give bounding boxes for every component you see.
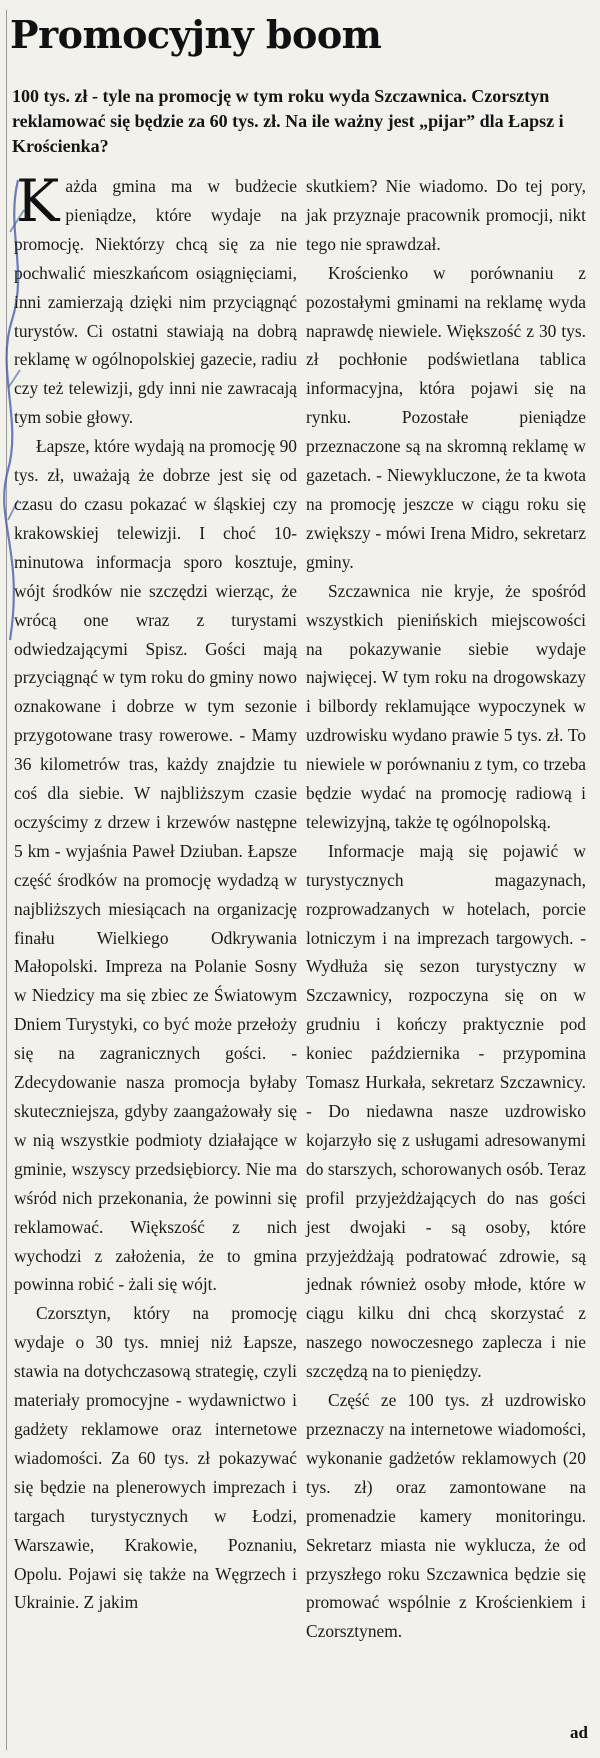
- paragraph: Czorsztyn, który na promocję wydaje o 30 tys. mniej niż Łapsze, stawia na dotychczasową strategię, czyli materiały promocyjne - wydawnictwo i gadżety reklamowe oraz internetowe wiadomości. Za 60 tys. zł pokazywać się będzie na plenerowych imprezach i targach turystycznych w Łodzi, Warszawie, Krakowie, Poznaniu, Opolu. Pojawi się także na Węgrzech i Ukrainie. Z jakim: [14, 1303, 297, 1613]
- paragraph-text: ażda gmina ma w budżecie pieniądze, które wydaje na promocję. Niektórzy chcą się za nie pochwalić mieszkańcom osiągnięciami, inni zamierzają dzięki nim przyciągnąć turystów. Ci ostatni stawiają na dobrą reklamę w ogólnopolskiej gazecie, radiu czy też telewizji, gdy inni nie zawracają tym sobie głowy.: [14, 176, 297, 428]
- article-lead: 100 tys. zł - tyle na promocję w tym roku wyda Szczawnica. Czorsztyn reklamować się będzie za 60 tys. zł. Na ile ważny jest „pijar” dla Łapsz i Krościenka?: [12, 86, 564, 156]
- paragraph: [14, 167, 297, 432]
- article-title: Promocyjny boom: [10, 12, 382, 57]
- paragraph: Krościenko w porównaniu z pozostałymi gminami na reklamę wyda naprawdę niewiele. Większość z 30 tys. zł pochłonie podświetlana tablica informacyjna, która pojawi się na rynku. Pozostałe pieniądze przeznaczone są na skromną reklamę w gazetach. - Niewykluczone, że ta kwota na promocję jeszcze w ciągu roku się zwiększy - mówi Irena Midro, sekretarz gminy.: [306, 262, 586, 572]
- paragraph: Informacje mają się pojawić w turystycznych magazynach, rozprowadzanych w hotelach, porcie lotniczym i na imprezach targowych. - Wydłuża się sezon turystyczny w Szczawnicy, rozpoczyna się on w grudniu i kończy praktycznie pod koniec października - przypomina Tomasz Hurkała, sekretarz Szczawnicy. - Do niedawna nasze uzdrowisko kojarzyło się z usługami adresowanymi do starszych, schorowanych osób. Teraz profil przyjeżdżających do nas gości jest dwojaki - są osoby, które przyjeżdżają podratować zdrowie, są jednak również osoby młode, które w ciągu kilku dni chcą skorzystać z naszego nowoczesnego zaplecza i nie szczędzą na to pieniędzy.: [306, 840, 586, 1382]
- left-column: [14, 167, 297, 1617]
- drop-cap: K: [16, 167, 60, 235]
- author-signature: ad: [570, 1723, 588, 1742]
- column-rule: [6, 10, 7, 1750]
- paragraph: Łapsze, które wydają na promocję 90 tys. zł, uważają że dobrze jest się od czasu do czasu pokazać w śląskiej czy krakowskiej telewizji. I choć 10-minutowa informacja sporo kosztuje, wójt środków nie szczędzi wierząc, że wrócą one wraz z turystami odwiedzającymi Spisz. Gości mają przyciągnąć w tym roku do gminy nowo oznakowane i dobrze w tym sezonie przygotowane trasy rowerowe. - Mamy 36 kilometrów tras, każdy znajdzie tu coś dla siebie. W najbliższym czasie oczyścimy z drzew i krzewów następne 5 km - wyjaśnia Paweł Dziuban. Łapsze część środków na promocję wydadzą w najbliższych miesiącach na organizację finału Wielkiego Odkrywania Małopolski. Impreza na Polanie Sosny w Niedzicy ma się zbiec ze Światowym Dniem Turystyki, co być może przełoży się na zagranicznych gości. - Zdecydowanie nasza promocja byłaby skuteczniejsza, gdyby zaangażowały się w nią wszystkie podmioty działające w gminie, wszyscy przedsiębiorcy. Nie ma wśród nich przekonania, że powinni się reklamować. Większość z nich wychodzi z założenia, że to gmina powinna robić - żali się wójt.: [14, 436, 297, 1295]
- right-column: [306, 172, 586, 1646]
- paragraph: Część ze 100 tys. zł uzdrowisko przeznaczy na internetowe wiadomości, wykonanie gadżetów reklamowych (20 tys. zł) oraz zamontowane na promenadzie kamery monitoringu. Sekretarz miasta nie wyklucza, że od przyszłego roku Szczawnica będzie się promować wspólnie z Krościenkiem i Czorsztynem.: [306, 1390, 586, 1642]
- paragraph: skutkiem? Nie wiadomo. Do tej pory, jak przyznaje pracownik promocji, nikt tego nie sprawdzał.: [306, 176, 586, 254]
- paragraph: Szczawnica nie kryje, że spośród wszystkich pienińskich miejscowości na pokazywanie siebie wydaje najwięcej. W tym roku na drogowskazy i bilbordy reklamujące wypoczynek w uzdrowisku wydano prawie 5 tys. zł. To niewiele w porównaniu z tym, co trzeba będzie wydać na promocję radiową i telewizyjną, także tę ogólnopolską.: [306, 580, 586, 832]
